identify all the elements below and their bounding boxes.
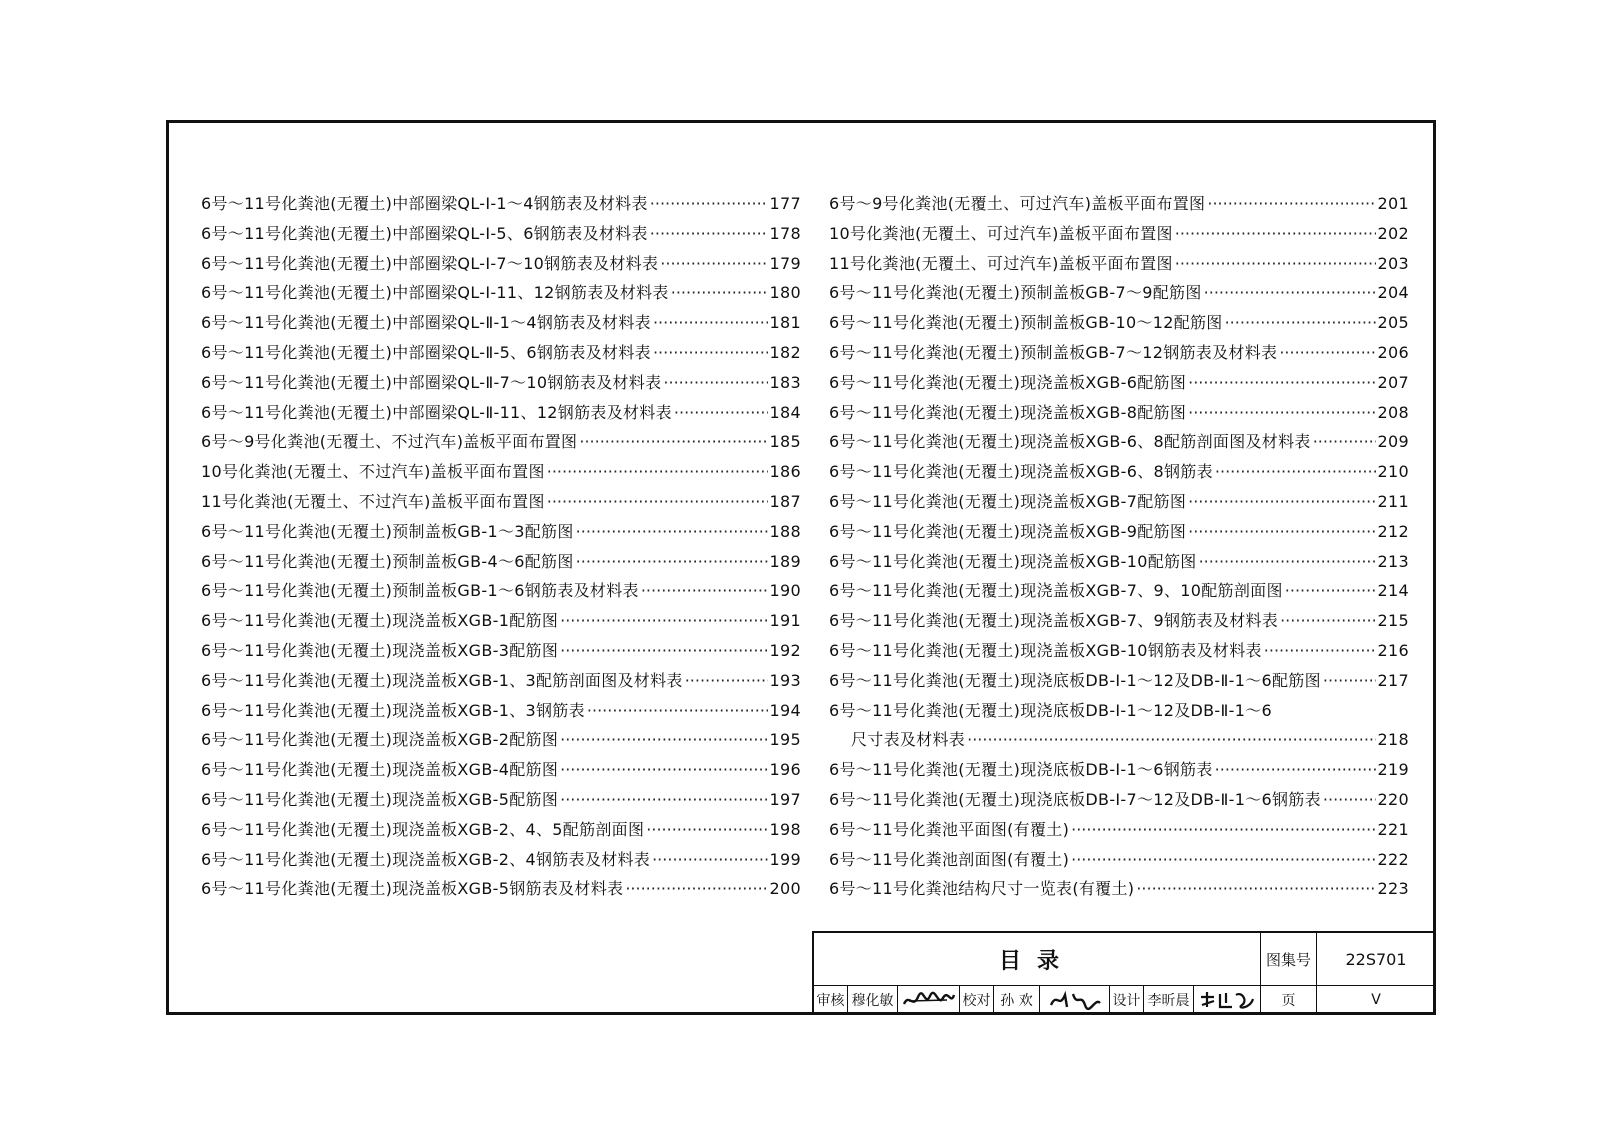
toc-entry-title: 10号化粪池(无覆土、不过汽车)盖板平面布置图 <box>201 462 545 482</box>
toc-entry-page: 190 <box>769 581 801 601</box>
toc-entry <box>201 519 801 549</box>
toc-leader-dots <box>1215 760 1376 779</box>
page-label: 页 <box>1261 985 1317 1014</box>
toc-entry-page: 180 <box>769 283 801 303</box>
toc-entry <box>201 727 801 757</box>
toc-leader-dots <box>650 224 768 243</box>
toc-entry-page: 179 <box>769 253 801 273</box>
toc-entry <box>829 578 1409 608</box>
toc-entry <box>201 638 801 668</box>
design-label: 设计 <box>1110 985 1144 1014</box>
toc-entry-title: 10号化粪池(无覆土、可过汽车)盖板平面布置图 <box>829 223 1173 243</box>
toc-entry-page: 203 <box>1377 253 1409 273</box>
toc-entry-title: 6号～11号化粪池(无覆土)现浇盖板XGB-7配筋图 <box>829 491 1187 511</box>
toc-entry <box>829 340 1409 370</box>
toc-entry <box>829 459 1409 489</box>
toc-entry-title: 6号～11号化粪池(无覆土)预制盖板GB-10～12配筋图 <box>829 313 1223 333</box>
page-number: V <box>1371 991 1381 1008</box>
toc-leader-dots <box>674 403 768 422</box>
toc-entry <box>201 578 801 608</box>
checker-name: 孙 欢 <box>994 985 1040 1014</box>
toc-entry-page: 182 <box>769 342 801 362</box>
toc-entry-page: 200 <box>769 879 801 899</box>
toc-leader-dots <box>1199 552 1376 571</box>
toc-entry-page: 189 <box>769 551 801 571</box>
toc-entry-title: 6号～11号化粪池(无覆土)中部圈梁QL-Ⅰ-11、12钢筋表及材料表 <box>201 283 669 303</box>
toc-entry-title: 6号～11号化粪池(无覆土)现浇盖板XGB-1配筋图 <box>201 611 559 631</box>
toc-leader-dots <box>663 373 767 392</box>
toc-entry-page: 197 <box>769 789 801 809</box>
toc-entry-page: 213 <box>1377 551 1409 571</box>
toc-entry <box>829 668 1409 698</box>
toc-entry-title: 6号～11号化粪池(无覆土)现浇盖板XGB-5钢筋表及材料表 <box>201 879 624 899</box>
toc-leader-dots <box>1071 820 1375 839</box>
toc-entry-page: 199 <box>769 849 801 869</box>
toc-entry-page: 205 <box>1377 313 1409 333</box>
toc-entry <box>201 757 801 787</box>
toc-entry-page: 185 <box>769 432 801 452</box>
toc-entry-title: 6号～11号化粪池(无覆土)现浇盖板XGB-10钢筋表及材料表 <box>829 640 1262 660</box>
toc-leader-dots <box>1207 194 1375 213</box>
designer-signature <box>1194 985 1261 1014</box>
toc-leader-dots <box>653 343 768 362</box>
toc-entry-page: 223 <box>1377 879 1409 899</box>
toc-leader-dots <box>1071 850 1375 869</box>
toc-leader-dots <box>1188 522 1375 541</box>
toc-leader-dots <box>641 581 768 600</box>
toc-entry-title: 6号～11号化粪池(无覆土)现浇盖板XGB-9配筋图 <box>829 521 1187 541</box>
toc-entry-title: 6号～11号化粪池(无覆土)中部圈梁QL-Ⅰ-1～4钢筋表及材料表 <box>201 194 648 213</box>
toc-entry-page: 204 <box>1377 283 1409 303</box>
toc-entry-title: 尺寸表及材料表 <box>851 730 966 750</box>
toc-entry-title: 6号～11号化粪池(无覆土)现浇盖板XGB-1、3配筋剖面图及材料表 <box>201 670 683 690</box>
toc-leader-dots <box>1175 224 1376 243</box>
toc-entry <box>201 429 801 459</box>
toc-entry <box>829 400 1409 430</box>
toc-leader-dots <box>653 313 768 332</box>
toc-entry-page: 209 <box>1377 432 1409 452</box>
toc-entry-page: 178 <box>769 223 801 243</box>
checker-signature-scribble <box>1047 989 1103 1011</box>
toc-entry-title: 6号～11号化粪池(无覆土)现浇盖板XGB-6配筋图 <box>829 372 1187 392</box>
toc-entry <box>829 698 1409 728</box>
toc-entry-title: 6号～11号化粪池(无覆土)中部圈梁QL-Ⅰ-7～10钢筋表及材料表 <box>201 253 659 273</box>
title-block <box>812 931 1433 1012</box>
toc-entry-title: 6号～11号化粪池(无覆土)现浇盖板XGB-6、8钢筋表 <box>829 462 1213 482</box>
toc-entry <box>829 787 1409 817</box>
toc-entry <box>201 459 801 489</box>
toc-leader-dots <box>1215 462 1376 481</box>
toc-entry-page: 184 <box>769 402 801 422</box>
toc-entry-title: 6号～11号化粪池(无覆土)现浇盖板XGB-7、9、10配筋剖面图 <box>829 581 1283 601</box>
toc-right-column <box>829 191 1409 906</box>
toc-left-column <box>201 191 801 906</box>
toc-entry <box>829 191 1409 221</box>
toc-entry-title: 6号～11号化粪池(无覆土)现浇盖板XGB-8配筋图 <box>829 402 1187 422</box>
toc-entry-title: 6号～11号化粪池(无覆土)现浇盖板XGB-2、4、5配筋剖面图 <box>201 819 645 839</box>
toc-leader-dots <box>547 462 768 481</box>
toc-entry-page: 181 <box>769 313 801 333</box>
toc-leader-dots <box>1264 641 1376 660</box>
toc-entry-title: 6号～11号化粪池(无覆土)中部圈梁QL-Ⅱ-5、6钢筋表及材料表 <box>201 342 651 362</box>
toc-entry <box>201 370 801 400</box>
toc-entry-page: 211 <box>1377 491 1409 511</box>
toc-entry-title: 6号～11号化粪池(无覆土)现浇盖板XGB-4配筋图 <box>201 760 559 780</box>
toc-entry-title: 11号化粪池(无覆土、可过汽车)盖板平面布置图 <box>829 253 1173 273</box>
toc-entry-title: 6号～11号化粪池(无覆土)现浇盖板XGB-10配筋图 <box>829 551 1197 571</box>
toc-entry <box>829 638 1409 668</box>
checker-signature <box>1040 985 1110 1014</box>
drawing-frame <box>166 120 1436 1015</box>
toc-entry-page: 196 <box>769 760 801 780</box>
toc-entry <box>829 251 1409 281</box>
toc-leader-dots <box>1136 879 1375 898</box>
toc-entry <box>201 876 801 906</box>
toc-leader-dots <box>576 522 768 541</box>
toc-entry-page: 186 <box>769 462 801 482</box>
toc-entry-title: 6号～11号化粪池(无覆土)现浇底板DB-Ⅰ-1～12及DB-Ⅱ-1～6配筋图 <box>829 670 1321 690</box>
toc-entry <box>201 251 801 281</box>
toc-entry-title: 6号～11号化粪池(无覆土)预制盖板GB-7～9配筋图 <box>829 283 1202 303</box>
designer-name: 李昕晨 <box>1144 985 1194 1014</box>
catalog-title: 目录 <box>814 933 1261 985</box>
toc-entry-page: 191 <box>769 611 801 631</box>
toc-entry-page: 183 <box>769 372 801 392</box>
toc-entry-title: 6号～11号化粪池(无覆土)现浇盖板XGB-2配筋图 <box>201 730 559 750</box>
toc-entry-title: 6号～11号化粪池(无覆土)现浇底板DB-Ⅰ-1～12及DB-Ⅱ-1～6 <box>829 700 1273 720</box>
toc-entry-title: 6号～11号化粪池(无覆土)预制盖板GB-4～6配筋图 <box>201 551 574 571</box>
toc-leader-dots <box>1280 611 1375 630</box>
toc-entry <box>201 847 801 877</box>
toc-entry-title: 6号～11号化粪池(无覆土)现浇底板DB-Ⅰ-7～12及DB-Ⅱ-1～6钢筋表 <box>829 789 1321 809</box>
toc-entry-title: 6号～11号化粪池(无覆土)中部圈梁QL-Ⅱ-7～10钢筋表及材料表 <box>201 372 662 392</box>
toc-entry-page: 216 <box>1377 640 1409 660</box>
toc-entry-page: 187 <box>769 491 801 511</box>
toc-entry-page: 215 <box>1377 611 1409 631</box>
toc-entry-page: 198 <box>769 819 801 839</box>
toc-leader-dots <box>1313 432 1376 451</box>
reviewer-signature-scribble <box>901 989 957 1011</box>
toc-entry-title: 6号～11号化粪池(无覆土)预制盖板GB-1～3配筋图 <box>201 521 574 541</box>
toc-entry <box>829 549 1409 579</box>
toc-entry-page: 208 <box>1377 402 1409 422</box>
designer-signature-scribble <box>1198 989 1256 1011</box>
toc-leader-dots <box>671 283 768 302</box>
toc-entry <box>829 519 1409 549</box>
toc-entry-page: 217 <box>1377 670 1409 690</box>
toc-leader-dots <box>560 641 767 660</box>
check-label: 校对 <box>960 985 994 1014</box>
toc-leader-dots <box>660 254 767 273</box>
toc-leader-dots <box>547 492 768 511</box>
toc-entry <box>829 280 1409 310</box>
toc-leader-dots <box>652 850 767 869</box>
toc-leader-dots <box>1188 403 1375 422</box>
toc-leader-dots <box>1188 373 1375 392</box>
toc-entry <box>829 489 1409 519</box>
toc-entry <box>201 549 801 579</box>
toc-leader-dots <box>967 730 1375 749</box>
toc-entry-page: 212 <box>1377 521 1409 541</box>
title-block-bottom-row <box>814 985 1433 1014</box>
toc-entry-page: 214 <box>1377 581 1409 601</box>
toc-entry-title: 6号～11号化粪池(无覆土)中部圈梁QL-Ⅰ-5、6钢筋表及材料表 <box>201 223 648 243</box>
toc-entry-title: 6号～9号化粪池(无覆土、不过汽车)盖板平面布置图 <box>201 432 578 452</box>
toc-entry <box>201 817 801 847</box>
toc-leader-dots <box>1225 313 1376 332</box>
toc-entry-title: 6号～11号化粪池(无覆土)现浇底板DB-Ⅰ-1～6钢筋表 <box>829 760 1213 780</box>
toc-entry-title: 6号～11号化粪池(无覆土)现浇盖板XGB-6、8配筋剖面图及材料表 <box>829 432 1311 452</box>
toc-entry <box>829 847 1409 877</box>
toc-entry-page: 206 <box>1377 342 1409 362</box>
toc-entry-page: 202 <box>1377 223 1409 243</box>
toc-entry-title: 6号～11号化粪池结构尺寸一览表(有覆土) <box>829 879 1135 899</box>
toc-leader-dots <box>1323 790 1376 809</box>
toc-leader-dots <box>560 760 767 779</box>
toc-entry-title: 6号～11号化粪池平面图(有覆土) <box>829 819 1070 839</box>
toc-entry-title: 6号～11号化粪池(无覆土)预制盖板GB-1～6钢筋表及材料表 <box>201 581 639 601</box>
toc-entry <box>201 698 801 728</box>
toc-entry-title: 6号～11号化粪池(无覆土)中部圈梁QL-Ⅱ-1～4钢筋表及材料表 <box>201 313 651 333</box>
toc-entry <box>201 400 801 430</box>
toc-entry-page: 222 <box>1377 849 1409 869</box>
toc-entry <box>201 489 801 519</box>
toc-entry-title: 6号～9号化粪池(无覆土、可过汽车)盖板平面布置图 <box>829 194 1206 213</box>
toc-entry-title: 6号～11号化粪池(无覆土)现浇盖板XGB-2、4钢筋表及材料表 <box>201 849 651 869</box>
toc-leader-dots <box>1323 671 1376 690</box>
toc-entry-page: 218 <box>1377 730 1409 750</box>
toc-entry <box>201 280 801 310</box>
reviewer-name: 穆化敏 <box>848 985 898 1014</box>
reviewer-signature <box>898 985 960 1014</box>
toc-entry-title: 6号～11号化粪池(无覆土)预制盖板GB-7～12钢筋表及材料表 <box>829 342 1278 362</box>
toc-entry-page: 188 <box>769 521 801 541</box>
toc-entry <box>829 876 1409 906</box>
atlas-number-label: 图集号 <box>1261 933 1317 985</box>
toc-entry <box>829 310 1409 340</box>
toc-entry-title: 6号～11号化粪池(无覆土)现浇盖板XGB-5配筋图 <box>201 789 559 809</box>
atlas-number: 22S701 <box>1345 949 1407 969</box>
toc-entry-page: 193 <box>769 670 801 690</box>
toc-entry <box>829 429 1409 459</box>
toc-entry-title: 6号～11号化粪池(无覆土)现浇盖板XGB-3配筋图 <box>201 640 559 660</box>
toc-leader-dots <box>646 820 767 839</box>
toc-leader-dots <box>1204 283 1376 302</box>
toc-entry-page: 177 <box>769 194 801 213</box>
toc-entry-title: 6号～11号化粪池剖面图(有覆土) <box>829 849 1070 869</box>
toc-leader-dots <box>587 701 768 720</box>
toc-entry <box>201 608 801 638</box>
toc-entry <box>201 310 801 340</box>
toc-entry <box>201 787 801 817</box>
toc-entry-page: 194 <box>769 700 801 720</box>
toc-leader-dots <box>625 879 767 898</box>
toc-entry-title: 6号～11号化粪池(无覆土)现浇盖板XGB-1、3钢筋表 <box>201 700 585 720</box>
toc-entry <box>829 817 1409 847</box>
toc-entry-page: 219 <box>1377 760 1409 780</box>
toc-leader-dots <box>1279 343 1375 362</box>
toc-entry <box>201 668 801 698</box>
toc-leader-dots <box>560 730 767 749</box>
toc-entry <box>829 727 1409 757</box>
toc-entry <box>201 340 801 370</box>
toc-entry-page: 201 <box>1377 194 1409 213</box>
toc-entry-page: 207 <box>1377 372 1409 392</box>
toc-entry <box>829 608 1409 638</box>
toc-leader-dots <box>560 790 767 809</box>
toc-leader-dots <box>560 611 767 630</box>
toc-entry-title: 6号～11号化粪池(无覆土)现浇盖板XGB-7、9钢筋表及材料表 <box>829 611 1279 631</box>
toc-entry-page: 220 <box>1377 789 1409 809</box>
toc-leader-dots <box>1285 581 1376 600</box>
toc-leader-dots <box>1175 254 1376 273</box>
toc-entry-page: 192 <box>769 640 801 660</box>
toc-leader-dots <box>650 194 768 213</box>
toc-entry <box>829 757 1409 787</box>
toc-leader-dots <box>579 432 767 451</box>
toc-entry-title: 11号化粪池(无覆土、不过汽车)盖板平面布置图 <box>201 491 545 511</box>
toc-entry <box>201 221 801 251</box>
toc-entry-page: 195 <box>769 730 801 750</box>
toc-entry-page: 221 <box>1377 819 1409 839</box>
title-block-top-row <box>814 933 1433 986</box>
toc-entry <box>829 221 1409 251</box>
toc-leader-dots <box>685 671 768 690</box>
toc-leader-dots <box>576 552 768 571</box>
review-label: 审核 <box>814 985 848 1014</box>
toc-entry-page: 210 <box>1377 462 1409 482</box>
toc-entry-title: 6号～11号化粪池(无覆土)中部圈梁QL-Ⅱ-11、12钢筋表及材料表 <box>201 402 672 422</box>
toc-entry <box>829 370 1409 400</box>
toc-entry <box>201 191 801 221</box>
toc-leader-dots <box>1188 492 1375 511</box>
